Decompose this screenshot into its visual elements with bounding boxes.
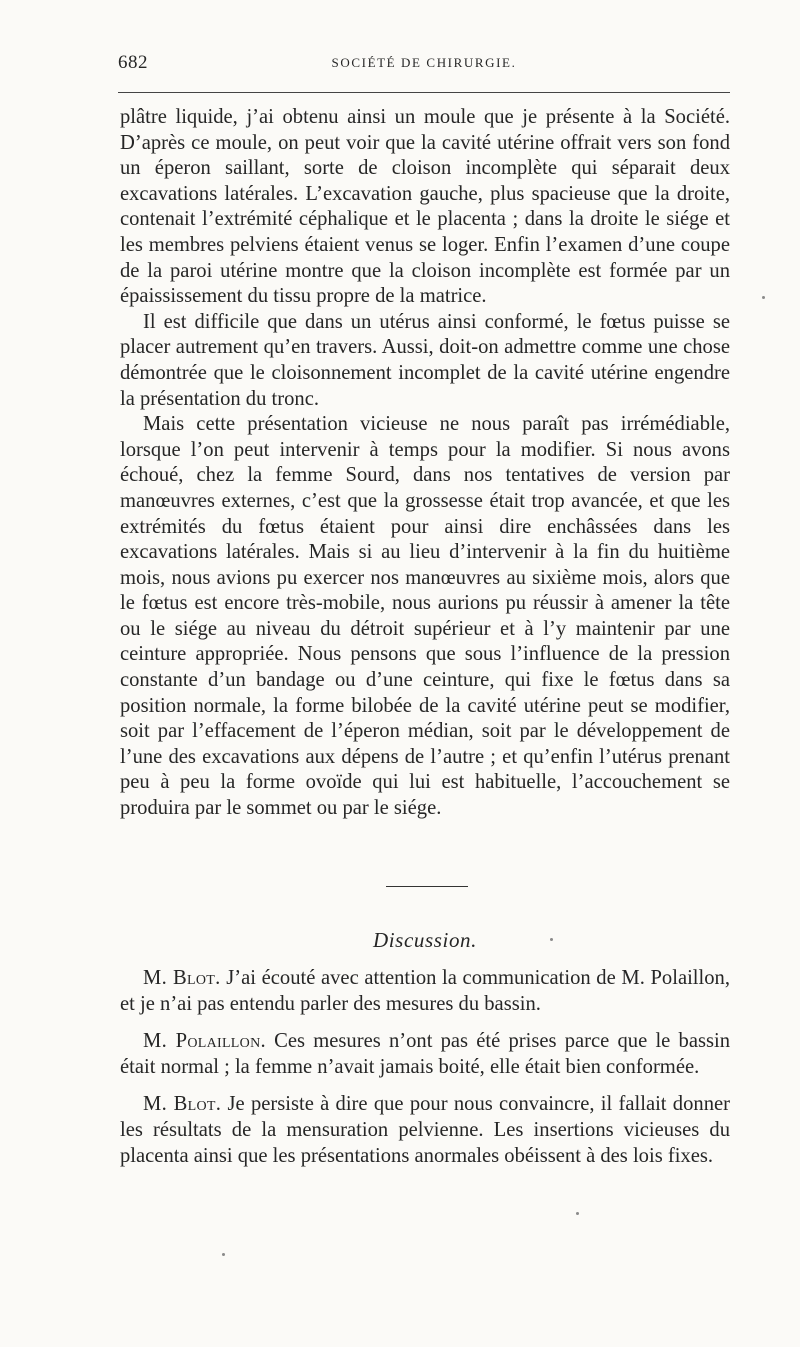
paper-speck xyxy=(550,938,553,941)
paper-speck xyxy=(762,296,765,299)
main-text xyxy=(120,105,730,822)
speech-text: Je persiste à dire que pour nous convaincre, il fallait donner les résultats de la mensuration pelvienne. Les insertions vicieuses du placenta ainsi que les présentations anormales obéissent à des lois fixes. xyxy=(120,1093,730,1167)
paragraph: plâtre liquide, j’ai obtenu ainsi un moule que je présente à la Société. D’après ce moule, on peut voir que la cavité utérine offrait vers son fond un éperon saillant, sorte de cloison incomplète qui séparait deux excavations latérales. L’excavation gauche, plus spacieuse que la droite, contenait l’extrémité céphalique et le placenta ; dans la droite le siége et les membres pelviens étaient venus se loger. Enfin l’examen d’une coupe de la paroi utérine montre que la cloison incomplète est formée par un épaississement du tissu propre de la matrice. xyxy=(120,106,730,308)
speaker-name: M. Blot. xyxy=(143,1093,222,1116)
discussion-block xyxy=(120,966,730,1181)
speech-text: Ces mesures n’ont pas été prises parce que le bassin était normal ; la femme n’avait jamais boité, elle était bien conformée. xyxy=(120,1030,731,1078)
header-rule xyxy=(118,92,730,93)
running-title: SOCIÉTÉ DE CHIRURGIE. xyxy=(331,55,517,70)
paragraph: Mais cette présentation vicieuse ne nous paraît pas irrémédiable, lorsque l’on peut intervenir à temps pour la modifier. Si nous avons échoué, chez la femme Sourd, dans nos tentatives de version par manœuvres externes, c’est que la grossesse était trop avancée, et que les extrémités du fœtus étaient pour ainsi dire enchâssées dans les excavations latérales. Mais si au lieu d’intervenir à la fin du huitième mois, nous avions pu exercer nos manœuvres au sixième mois, alors que le fœtus est encore très-mobile, nous aurions pu réussir à amener la tête ou le siége au niveau du détroit supérieur et à l’y maintenir par une ceinture appropriée. Nous pensons que sous l’influence de la pression constante d’un bandage ou d’une ceinture, qui fixe le fœtus dans sa position normale, la forme bilobée de la cavité utérine peut se modifier, soit par l’effacement de l’éperon médian, soit par le développement de l’une des excavations aux dépens de l’autre ; et qu’enfin l’utérus prenant peu à peu la forme ovoïde qui lui est habituelle, l’accouchement se produira par le sommet ou par le siége. xyxy=(120,413,730,820)
paper-speck xyxy=(222,1253,225,1256)
speaker-name: M. Polaillon. xyxy=(143,1030,266,1053)
section-title: Discussion. xyxy=(372,928,478,952)
discussion-entry xyxy=(120,1092,730,1169)
paper-speck xyxy=(576,1212,579,1215)
page-number: 682 xyxy=(118,52,148,73)
speaker-name: M. Blot. xyxy=(143,967,221,989)
speech-text: J’ai écouté avec attention la communication de M. Polaillon, et je n’ai pas entendu parler des mesures du bassin. xyxy=(120,967,730,1015)
discussion-entry xyxy=(120,1029,730,1080)
running-head xyxy=(118,52,730,76)
section-separator xyxy=(386,886,468,887)
paragraph: Il est difficile que dans un utérus ainsi conformé, le fœtus puisse se placer autrement qu’en travers. Aussi, doit-on admettre comme une chose démontrée que le cloisonnement incomplet de la cavité utérine engendre la présentation du tronc. xyxy=(120,310,730,410)
discussion-entry xyxy=(120,966,730,1017)
